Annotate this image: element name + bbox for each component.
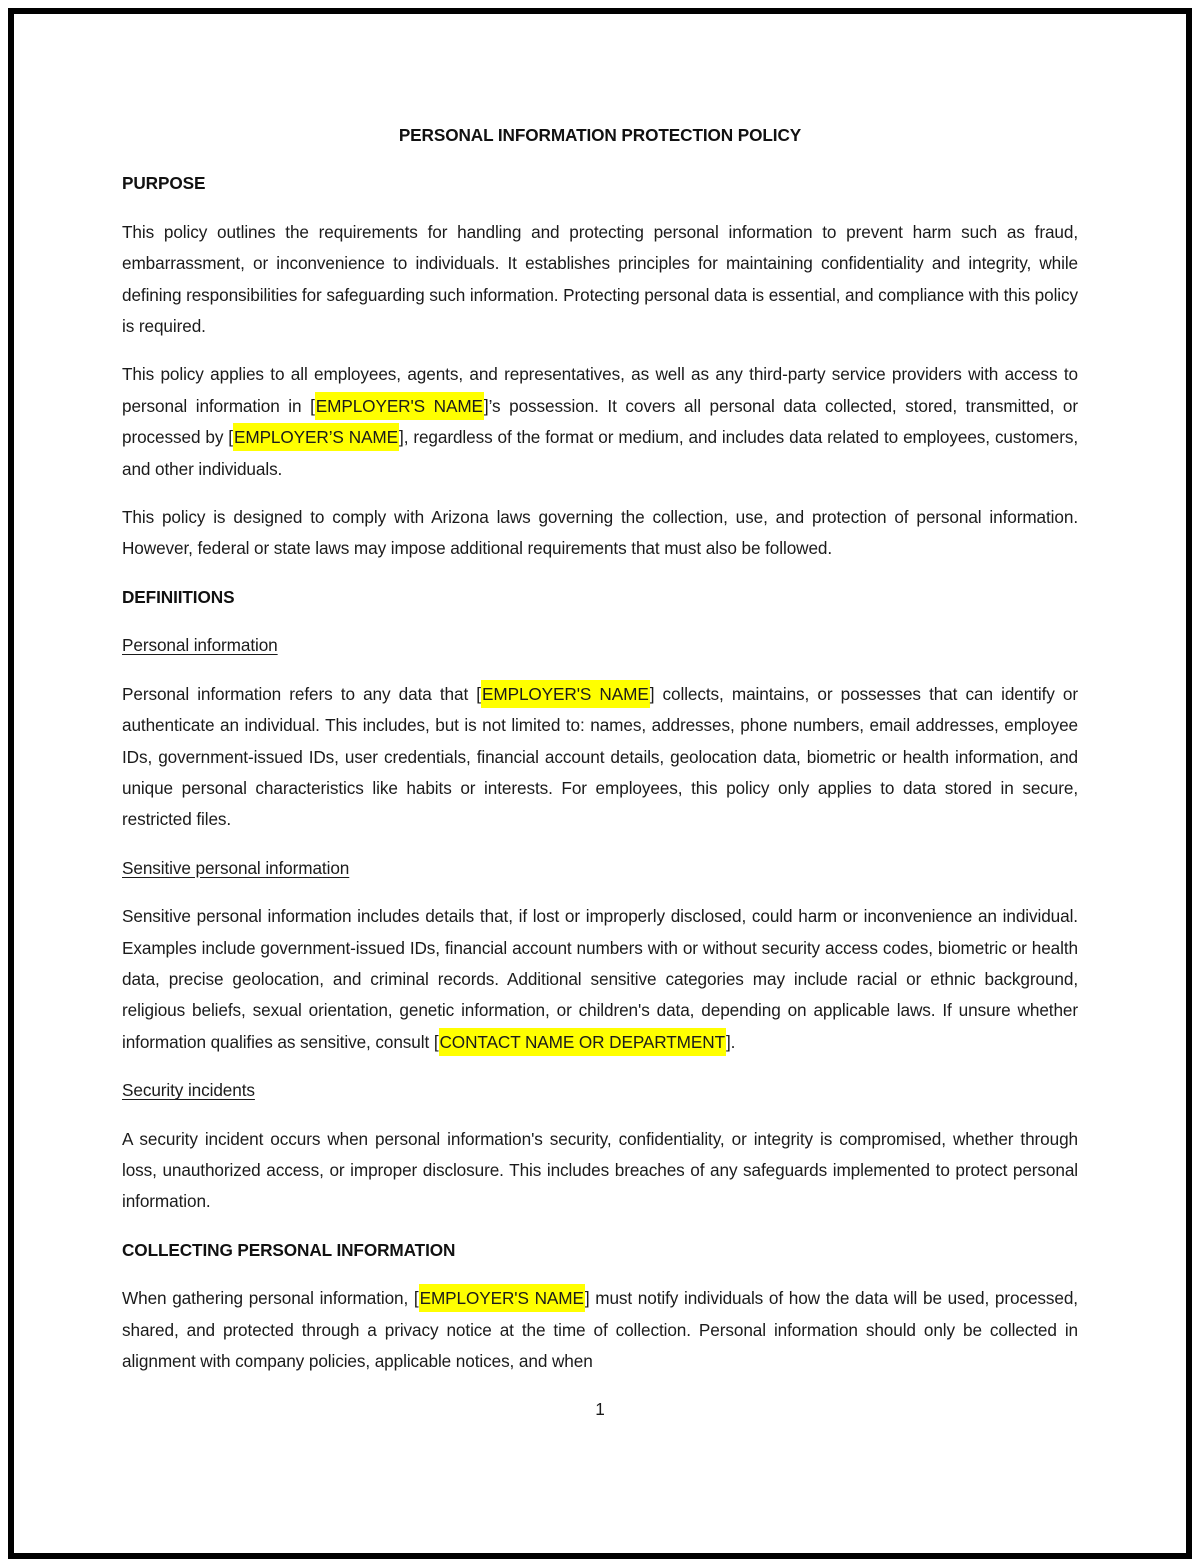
highlighted-placeholder: EMPLOYER'S NAME bbox=[481, 680, 650, 708]
text-run: Sensitive personal information includes details that, if lost or improperly disclosed, could harm or inconvenience an individual. Examples include government-issued IDs, financial account numbers with or without security access codes, biometric or health data, precise geolocation, and criminal records. Additional sensitive categories may include racial or ethnic background, religious beliefs, sexual orientation, genetic information, or children's data, depending on applicable laws. If unsure whether information qualifies as sensitive, consult [ bbox=[122, 906, 1078, 1052]
personal-information-paragraph bbox=[122, 679, 1078, 836]
text-run: PERSONAL INFORMATION PROTECTION POLICY bbox=[398, 125, 802, 145]
highlighted-placeholder: EMPLOYER’S NAME bbox=[233, 423, 399, 451]
text-run: This policy applies to all employees, agents, and representatives, as well as any third-party service providers with access to personal information in [ bbox=[122, 364, 1078, 416]
subheading-security-incidents bbox=[122, 1075, 1078, 1106]
sensitive-personal-information-paragraph bbox=[122, 901, 1078, 1058]
text-run: 1 bbox=[595, 1399, 605, 1420]
text-run: PURPOSE bbox=[122, 173, 206, 194]
text-run: A security incident occurs when personal information's security, confidentiality, or integrity is compromised, whether through loss, unauthorized access, or improper disclosure. This includes breaches of any safeguards implemented to protect personal information. bbox=[122, 1128, 1078, 1212]
section-heading-purpose bbox=[122, 168, 1078, 199]
text-run: COLLECTING PERSONAL INFORMATION bbox=[122, 1239, 456, 1260]
highlighted-placeholder: CONTACT NAME OR DEPARTMENT bbox=[439, 1028, 726, 1056]
highlighted-placeholder: EMPLOYER'S NAME bbox=[315, 392, 484, 420]
text-run: ]. bbox=[725, 1031, 736, 1052]
text-run: ], regardless of the format or medium, and includes data related to employees, customers, and other individuals. bbox=[122, 427, 1078, 479]
section-heading-collecting-personal-information bbox=[122, 1235, 1078, 1266]
text-run: Sensitive personal information bbox=[122, 857, 350, 878]
security-incidents-paragraph bbox=[122, 1124, 1078, 1218]
text-run: ] collects, maintains, or possesses that can identify or authenticate an individual. This includes, but is not limited to: names, addresses, phone numbers, email addresses, employee IDs, government-issued IDs, user credentials, financial account details, geolocation data, biometric or health information, and unique personal characteristics like habits or interests. For employees, this policy only applies to data stored in secure, restricted files. bbox=[122, 683, 1079, 830]
text-run: DEFINIITIONS bbox=[122, 586, 235, 607]
text-run: This policy outlines the requirements for handling and protecting personal information to prevent harm such as fraud, embarrassment, or inconvenience to individuals. It establishes principles for maintaining confidentiality and integrity, while defining responsibilities for safeguarding such information. Protecting personal data is essential, and compliance with this policy is required. bbox=[122, 221, 1078, 337]
section-heading-definitions bbox=[122, 582, 1078, 613]
document-content bbox=[122, 0, 1078, 1443]
subheading-sensitive-personal-information bbox=[122, 853, 1078, 884]
purpose-paragraph-3 bbox=[122, 502, 1078, 565]
text-run: ]’s possession. It covers all personal data collected, stored, transmitted, or processed by [ bbox=[122, 395, 1078, 448]
text-run: Security incidents bbox=[122, 1080, 255, 1101]
subheading-personal-information bbox=[122, 630, 1078, 661]
doc-title bbox=[122, 120, 1078, 151]
page-number bbox=[122, 1394, 1078, 1425]
purpose-paragraph-1 bbox=[122, 217, 1078, 343]
text-run: Personal information bbox=[122, 635, 278, 656]
text-run: When gathering personal information, [ bbox=[122, 1288, 419, 1309]
purpose-paragraph-2 bbox=[122, 359, 1078, 485]
text-run: ] must notify individuals of how the data will be used, processed, shared, and protected through a privacy notice at the time of collection. Personal information should only be collected in alignment with company policies, applicable notices, and when bbox=[122, 1288, 1078, 1371]
text-run: Personal information refers to any data that [ bbox=[122, 683, 481, 704]
text-run: This policy is designed to comply with Arizona laws governing the collection, use, and protection of personal information. However, federal or state laws may impose additional requirements that must also be followed. bbox=[122, 507, 1078, 559]
highlighted-placeholder: EMPLOYER'S NAME bbox=[419, 1284, 585, 1312]
collecting-personal-information-paragraph bbox=[122, 1283, 1078, 1377]
